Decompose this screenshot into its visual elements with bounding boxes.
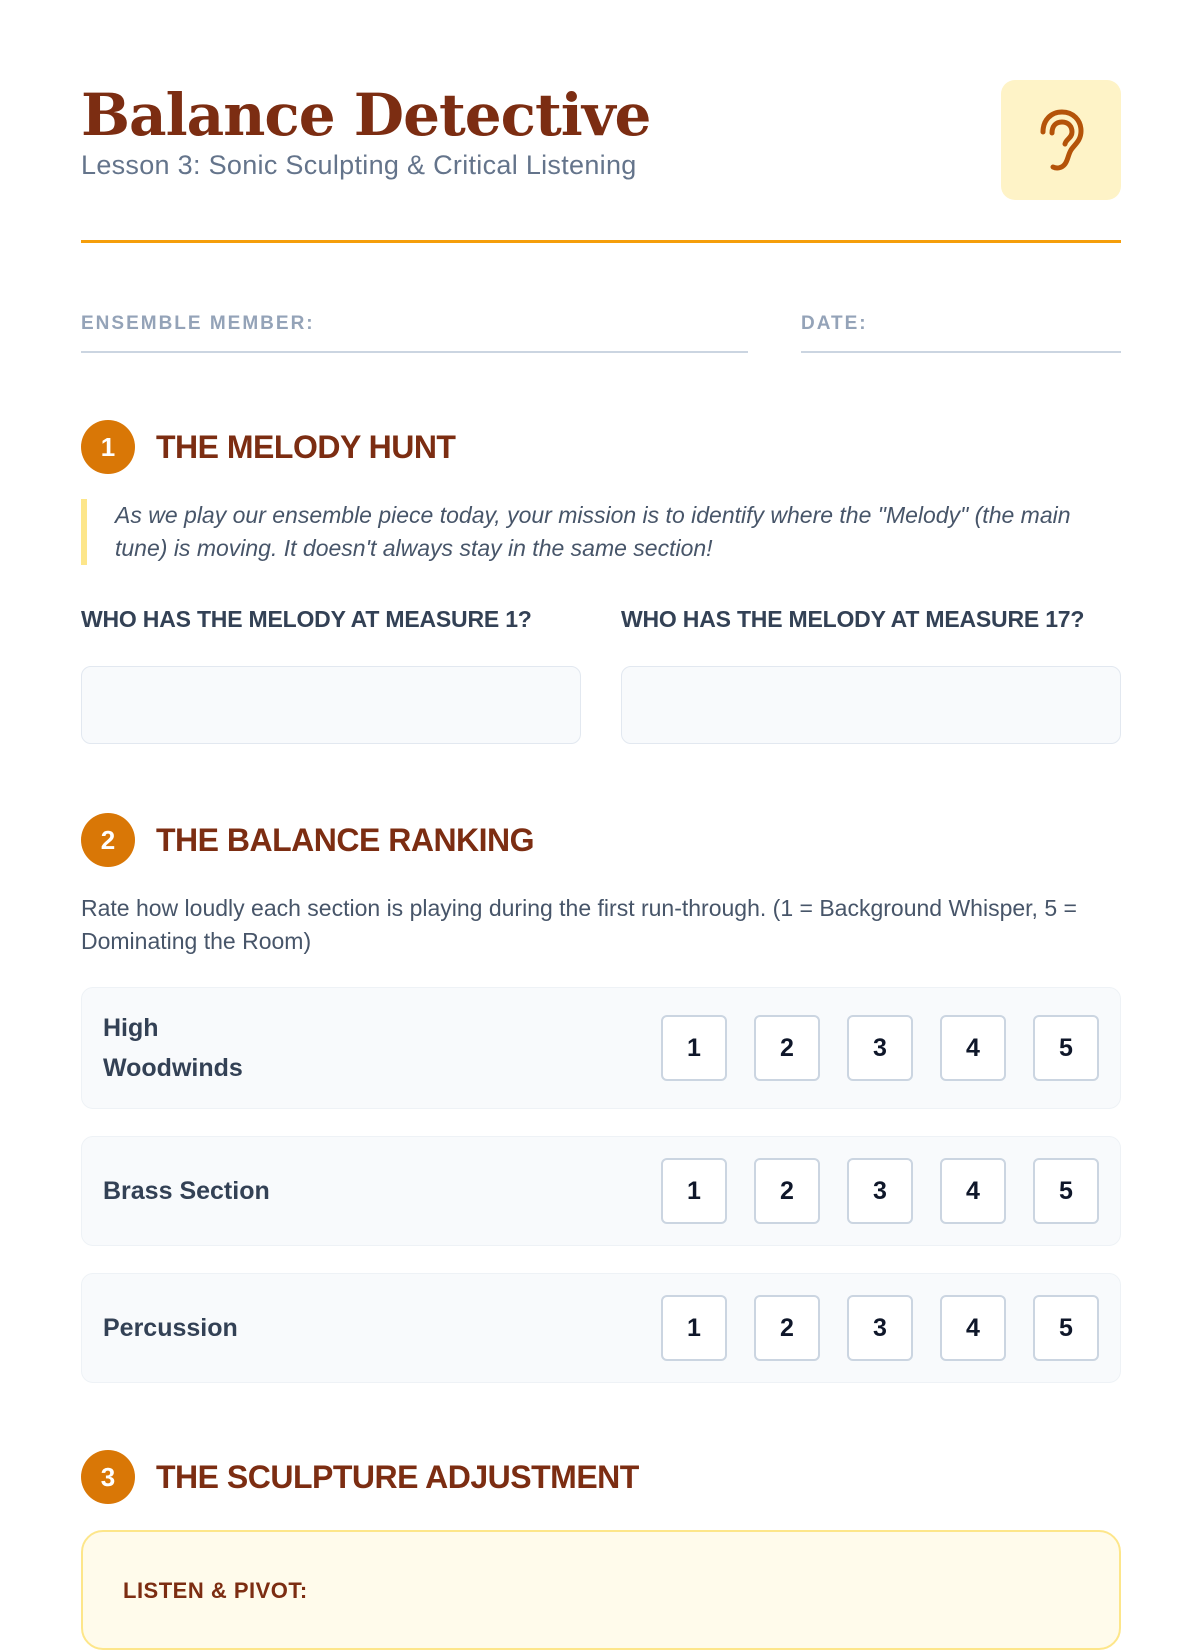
- rating-button-2[interactable]: 2: [754, 1015, 820, 1081]
- page-subtitle: Lesson 3: Sonic Sculpting & Critical Listening: [81, 150, 637, 180]
- section-number-badge: 2: [81, 813, 135, 867]
- section-1-heading: [81, 419, 455, 475]
- section-title: THE BALANCE RANKING: [156, 821, 535, 858]
- rating-button-3[interactable]: 3: [847, 1295, 913, 1361]
- ear-icon: [1035, 108, 1087, 172]
- page-title: Balance Detective: [81, 81, 651, 149]
- ranking-row-brass-section: [81, 1136, 1121, 1246]
- section-title: THE SCULPTURE ADJUSTMENT: [156, 1458, 639, 1495]
- rating-button-4[interactable]: 4: [940, 1015, 1006, 1081]
- rating-button-4[interactable]: 4: [940, 1158, 1006, 1224]
- rating-button-1[interactable]: 1: [661, 1015, 727, 1081]
- rating-button-5[interactable]: 5: [1033, 1158, 1099, 1224]
- ranking-row-high-woodwinds: [81, 987, 1121, 1109]
- answer-measure-1-input[interactable]: [81, 666, 581, 744]
- header: [81, 80, 1121, 240]
- rating-description: Rate how loudly each section is playing during the first run-through. (1 = Background Whisper, 5 = Dominating the Room): [81, 895, 1077, 954]
- ear-icon-badge: [1001, 80, 1121, 200]
- melody-instructions: As we play our ensemble piece today, your mission is to identify where the "Melody" (the main tune) is moving. It doesn't always stay in the same section!: [81, 499, 1121, 565]
- rating-button-3[interactable]: 3: [847, 1158, 913, 1224]
- ranking-row-label: Brass Section: [103, 1177, 270, 1205]
- section-number-badge: 1: [81, 420, 135, 474]
- rating-button-2[interactable]: 2: [754, 1295, 820, 1361]
- ranking-row-percussion: [81, 1273, 1121, 1383]
- rating-scale: [661, 1158, 1099, 1224]
- listen-pivot-box: [81, 1530, 1121, 1650]
- section-3-heading: [81, 1449, 639, 1505]
- rating-button-2[interactable]: 2: [754, 1158, 820, 1224]
- rating-button-3[interactable]: 3: [847, 1015, 913, 1081]
- ranking-row-label: High Woodwinds: [103, 1014, 243, 1082]
- ensemble-member-field[interactable]: [81, 313, 748, 353]
- ensemble-member-label: ENSEMBLE MEMBER:: [81, 313, 315, 334]
- header-divider: [81, 240, 1121, 243]
- listen-pivot-label: LISTEN & PIVOT:: [123, 1578, 308, 1603]
- rating-button-5[interactable]: 5: [1033, 1295, 1099, 1361]
- section-2-heading: [81, 812, 534, 868]
- rating-button-4[interactable]: 4: [940, 1295, 1006, 1361]
- section-number-badge: 3: [81, 1450, 135, 1504]
- section-title: THE MELODY HUNT: [156, 428, 456, 465]
- rating-button-1[interactable]: 1: [661, 1158, 727, 1224]
- rating-button-5[interactable]: 5: [1033, 1015, 1099, 1081]
- question-measure-17: WHO HAS THE MELODY AT MEASURE 17?: [621, 606, 1085, 632]
- answer-measure-17-input[interactable]: [621, 666, 1121, 744]
- rating-button-1[interactable]: 1: [661, 1295, 727, 1361]
- ranking-row-label: Percussion: [103, 1314, 238, 1342]
- rating-scale: [661, 1295, 1099, 1361]
- rating-scale: [661, 1015, 1099, 1081]
- date-label: DATE:: [801, 313, 868, 334]
- question-measure-1: WHO HAS THE MELODY AT MEASURE 1?: [81, 606, 532, 632]
- date-field[interactable]: [801, 313, 1121, 353]
